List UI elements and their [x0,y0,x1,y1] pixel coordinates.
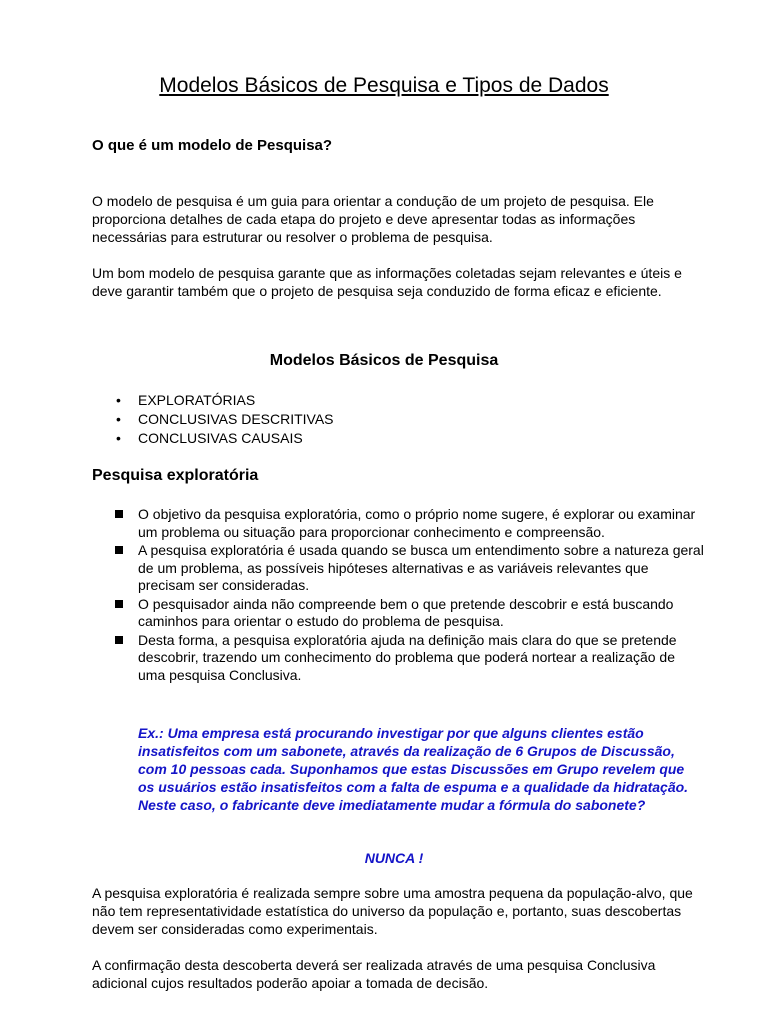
list-item [114,632,704,685]
list-item [114,596,704,631]
square-bullet-icon [115,510,123,518]
list-item-label: CONCLUSIVAS DESCRITIVAS [138,411,334,427]
paragraph-good-model: Um bom modelo de pesquisa garante que as informações coletadas sejam relevantes e úteis e deve garantir também que o projeto de pesquisa seja conduzido de forma eficaz e eficiente. [92,265,682,299]
exploratory-points-list [114,506,704,685]
list-item-label: EXPLORATÓRIAS [138,392,256,408]
list-item-text: A pesquisa exploratória é usada quando se busca um entendimento sobre a natureza geral de um problema, as possíveis hipóteses alternativas e as variáveis relevantes que precisam ser consideradas. [138,542,704,593]
example-callout: Ex.: Uma empresa está procurando investigar por que alguns clientes estão insatisfeitos com um sabonete, através da realização de 6 Grupos de Discussão, com 10 pessoas cada. Suponhamos que estas Discussões em Grupo revelem que os usuários estão insatisfeitos com a falta de espuma e a qualidade da hidratação. Neste caso, o fabricante deve imediatamente mudar a fórmula do sabonete? [138,725,689,813]
models-heading: Modelos Básicos de Pesquisa [269,352,499,369]
page-title: Modelos Básicos de Pesquisa e Tipos de Dados [159,74,609,97]
list-item [116,410,334,429]
square-bullet-icon [115,600,123,608]
list-item-label: CONCLUSIVAS CAUSAIS [138,430,303,446]
list-item [116,391,334,410]
paragraph-sample-size: A pesquisa exploratória é realizada sempre sobre uma amostra pequena da população-alvo, que não tem representatividade estatística do universo da população e, portanto, suas descobertas devem ser consideradas como experimentais. [92,885,693,937]
exploratory-heading: Pesquisa exploratória [92,467,259,484]
list-item [116,429,334,448]
models-list [116,391,334,448]
bullet-dot-icon: • [116,411,121,427]
paragraph-confirmation: A confirmação desta descoberta deverá ser realizada através de uma pesquisa Conclusiva adicional cujos resultados poderão apoiar a tomada de decisão. [92,957,656,991]
list-item-text: Desta forma, a pesquisa exploratória ajuda na definição mais clara do que se pretende descobrir, trazendo um conhecimento do problema que poderá nortear a realização de uma pesquisa Conclusiva. [138,631,677,683]
list-item [114,506,704,541]
square-bullet-icon [115,636,123,644]
example-answer: NUNCA ! [364,850,424,866]
list-item-text: O objetivo da pesquisa exploratória, como o próprio nome sugere, é explorar ou examinar um problema ou situação para proporcionar conhecimento e compreensão. [138,506,696,540]
bullet-dot-icon: • [116,430,121,446]
list-item-text: O pesquisador ainda não compreende bem o que pretende descobrir e está buscando caminhos para orientar o estudo do problema de pesquisa. [138,595,674,629]
question-heading: O que é um modelo de Pesquisa? [92,137,333,154]
list-item [114,542,704,595]
bullet-dot-icon: • [116,392,121,408]
square-bullet-icon [115,546,123,554]
paragraph-model-definition: O modelo de pesquisa é um guia para orientar a condução de um projeto de pesquisa. Ele proporciona detalhes de cada etapa do projeto e deve apresentar todas as informações necessárias para estruturar ou resolver o problema de pesquisa. [92,193,654,245]
